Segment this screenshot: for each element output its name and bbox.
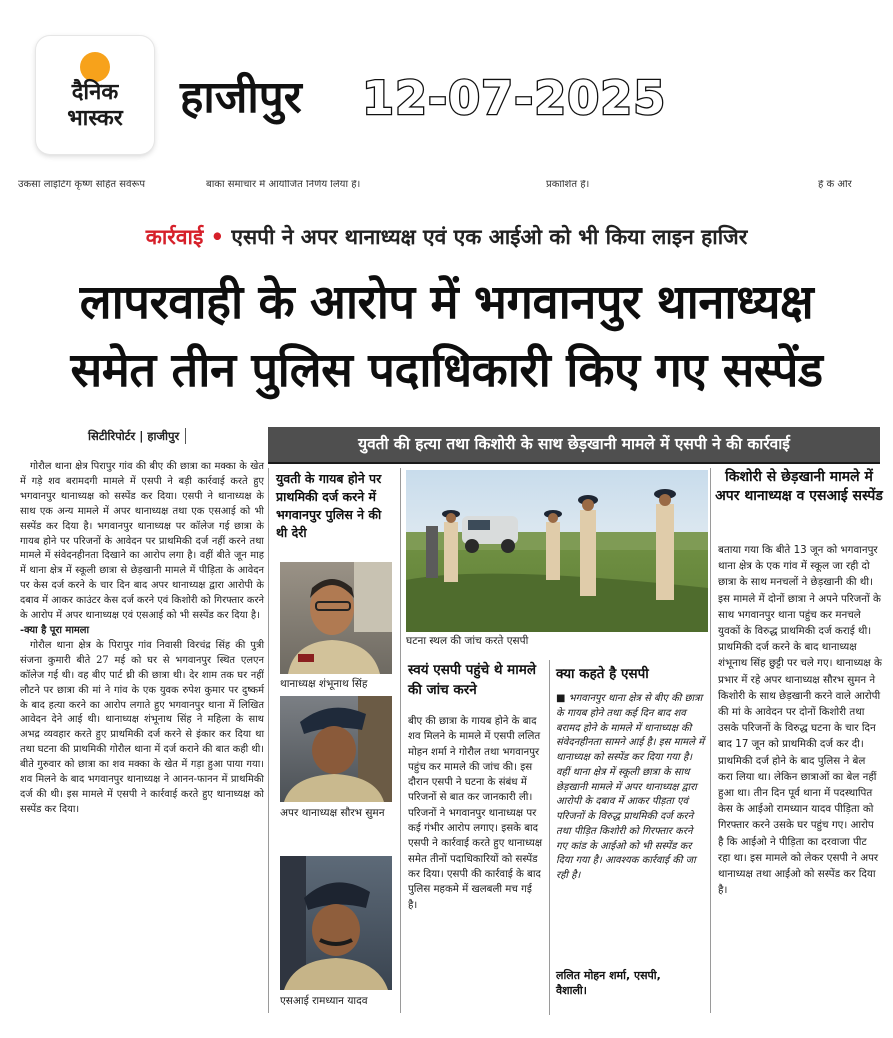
left-subheading: -क्या है पूरा मामला [20,624,90,636]
clipped-text-strip [18,180,893,196]
banner-rule [268,462,880,464]
portrait1-caption: थानाध्यक्ष शंभूनाथ सिंह [280,678,368,690]
left-paragraph: गोरौल थाना क्षेत्र के पिरापुर गांव निवासी विरचंद्र सिंह की पुत्री संजना कुमारी बीते 27 मई को घर से भगवानपुर स्थित एलएन कॉलेज गई थी। वह बीए पार्ट थ्री की छात्रा थी। देर शाम तक घर नहीं लौटने पर छात्रा की मां ने गांव के एक युवक रुपेश कुमार पर दुष्कर्म के बाद हत्या करने का आरोप लगाते हुए भगवानपुर थाना में लिखित आवेदन देने आई थी। थानाध्यक्ष शंभूनाथ सिंह ने महिला के साथ अभद्र व्यवहार करते हुए प्राथमिकी दर्ज करने से इंकार कर दिया था तथा घटना की प्राथमिकी गोरौल थाना में दर्ज कराने की बात कही थी। बीते गुरुवार को छात्रा का शव मक्का के खेत में गड़ा हुआ पाया गया। शव मिलने के बाद भगवानपुर थानाध्यक्ष ने आनन-फानन में प्राथमिकी दर्ज की थी। इस मामले में एसपी ने कार्रवाई करते हुए थानाध्यक्ष को सस्पेंड कर दिया। [20,639,264,815]
portrait3-caption: एसआई रामध्यान यादव [280,995,368,1007]
strip-text: प्रकाशित है। [546,180,590,190]
headline-line2: समेत तीन पुलिस पदाधिकारी किए गए सस्पेंड [70,343,823,398]
right-heading: किशोरी से छेड़खानी मामले में अपर थानाध्यक्ष व एसआई सस्पेंड [715,469,883,504]
portrait2-caption: अपर थानाध्यक्ष सौरभ सुमन [280,807,385,819]
logo-text-line2: भास्कर [67,106,123,131]
portrait-column-title: युवती के गायब होने पर प्राथमिकी दर्ज करने में भगवानपुर पुलिस ने की थी देरी [276,471,382,540]
left-paragraph: गोरौल थाना क्षेत्र पिरापुर गांव की बीए की छात्रा का मक्का के खेत में गड़े शव बरामदगी मामले में एसपी ने बड़ी कार्रवाई करते हुए भगवानपुर थानाध्यक्ष को सस्पेंड कर दिया। एसपी ने थानाध्यक्ष के साथ एक अन्य मामले में अपर थानाध्यक्ष तथा एक एसआई को भी सस्पेंड कर दिया है। भगवानपुर थानाध्यक्ष पर कॉलेज गई छात्रा के गायब होने पर परिजनों के आवेदन पर प्राथमिकी दर्ज नहीं करने तथा मामले में संवेदनहीनता दिखाने का आरोप लगा है। वहीं बीते जून माह में थाना क्षेत्र में स्कूली छात्रा से छेड़खानी मामले में पीड़िता के आवेदन पर केस दर्ज करने के चार दिन बाद अपर थानाध्यक्ष द्वारा आरोपी के दबाव में आकर काउंटर केस दर्ज करने एवं किशोरी को गिरफ्तार करने के आरोप में अपर थानाध्यक्ष एवं एसआई को भी सस्पेंड कर दिया है। [20,461,264,622]
scene-caption: घटना स्थल की जांच करते एसपी [406,635,529,647]
police-inspection-scene [406,470,708,632]
kicker [0,222,893,252]
officer-portrait-icon [280,562,392,674]
signature-name: ललित मोहन शर्मा, एसपी, [556,969,661,982]
edition-city: हाजीपुर [180,72,302,123]
portrait-photo [280,562,392,674]
section-banner: युवती की हत्या तथा किशोरी के साथ छेड़खानी मामले में एसपी ने की कार्रवाई [268,427,880,462]
mid2-quote [556,692,706,884]
portrait-photo [280,856,392,990]
scene-photo [406,470,708,632]
mid1-heading: स्वयं एसपी पहुंचे थे मामले की जांच करने [408,662,536,698]
column-divider [400,468,401,1013]
kicker-text: एसपी ने अपर थानाध्यक्ष एवं एक आईओ को भी किया लाइन हाजिर [231,224,748,249]
dainik-bhaskar-logo [36,36,154,154]
mid2-heading: क्या कहते है एसपी [556,666,649,682]
mid2-quote-text: भगवानपुर थाना क्षेत्र से बीए की छात्रा के गायब होने तथा कई दिन बाद शव बरामद होने के मामले में थानाध्यक्ष की संवेदनहीनता सामने आई है। इस मामले में थानाध्यक्ष को सस्पेंड कर दिया गया है। वहीं थाना क्षेत्र में स्कूली छात्रा के साथ छेड़खानी मामले में अपर थानाध्यक्ष द्वारा आरोपी के दबाव में आकर पीड़ता एवं परिजनों के विरुद्ध प्राथमिकी दर्ज करने तथा पीड़ित किशोरी को गिरफ्तार करने गए कांड के आईओ को भी सस्पेंड कर दिया गया है। आवश्यक कार्रवाई की जा रही है। [556,693,705,881]
strip-text: उकसा लाइटिंग कृष्ण सहित सर्वरूप [18,180,146,190]
quote-bullet-icon: ■ [556,693,569,704]
edition-date: 12-07-2025 [362,71,667,125]
kicker-tag: कार्रवाई [145,224,204,249]
byline: सिटीरिपोर्टर | हाजीपुर [88,428,186,444]
strip-text: बाका समाचार में आयोजित निर्णय लिया है। [206,180,361,190]
column-divider [710,468,711,1013]
strip-text: है के और [818,180,852,190]
headline-line1: लापरवाही के आरोप में भगवानपुर थानाध्यक्ष [79,275,814,330]
column-divider [549,660,550,1015]
quote-signature [556,968,706,998]
logo-text-line1: दैनिक [71,80,119,105]
column-divider [268,468,269,1013]
officer-portrait-icon [280,856,392,990]
officer-portrait-icon [280,696,392,802]
left-column [20,460,264,818]
portrait-photo [280,696,392,802]
kicker-bullet-icon: • [203,224,232,249]
signature-place: वैशाली। [556,984,587,997]
right-text: बताया गया कि बीते 13 जून को भगवानपुर थाना क्षेत्र के एक गांव में स्कूल जा रही दो छात्रा के साथ मनचलों ने छेड़खानी की थी। इस मामले में दोनों छात्रा ने अपने परिजनों के साथ भगवानपुर थाना पहुंच कर मनचले युवकों के विरुद्ध प्राथमिकी दर्ज कराई थी। प्राथमिकी दर्ज करने के बाद थानाध्यक्ष शंभूनाथ सिंह छुट्टी पर चले गए। थानाध्यक्ष के प्रभार में रहे अपर थानाध्यक्ष सौरभ सुमन ने किशोरी के साथ छेड़खानी करने वाले आरोपी की मां के आवेदन पर दोनों किशोरी तथा उसके परिजनों के विरुद्ध घटना के चार दिन बाद 17 जून को प्राथमिकी दर्ज कर दी। प्राथमिकी दर्ज होने के बाद पुलिस ने बेल करा लिया था। लेकिन छात्राओं का बेल नहीं हुआ था। तीन दिन पूर्व थाना में पदस्थापित केस के आईओ रामध्यान यादव पीड़िता को गिरफ्तार करने उसके घर पहुंच गए। आरोप है कि आईओ ने पीड़िता का दरवाजा पीट रहा था। इस मामले को लेकर एसपी ने अपर थानाध्यक्ष तथा आईओ को सस्पेंड कर दिया है। [718,544,882,897]
sun-icon [80,52,110,82]
mid1-text: बीए की छात्रा के गायब होने के बाद शव मिलने के मामले में एसपी ललित मोहन शर्मा ने गोरौल तथा भगवानपुर पहुंच कर मामले की जांच की। इस दौरान एसपी ने घटना के संबंध में परिजनों से बात कर जानकारी ली। परिजनों ने भगवानपुर थानाध्यक्ष पर कई गंभीर आरोप लगाए। इसके बाद एसपी ने कार्रवाई करते हुए थानाध्यक्ष समेत तीनों पदाधिकारियों को सस्पेंड कर दिया। एसपी की कार्रवाई के बाद पुलिस महकमे में खलबली मच गई है। [408,716,543,911]
